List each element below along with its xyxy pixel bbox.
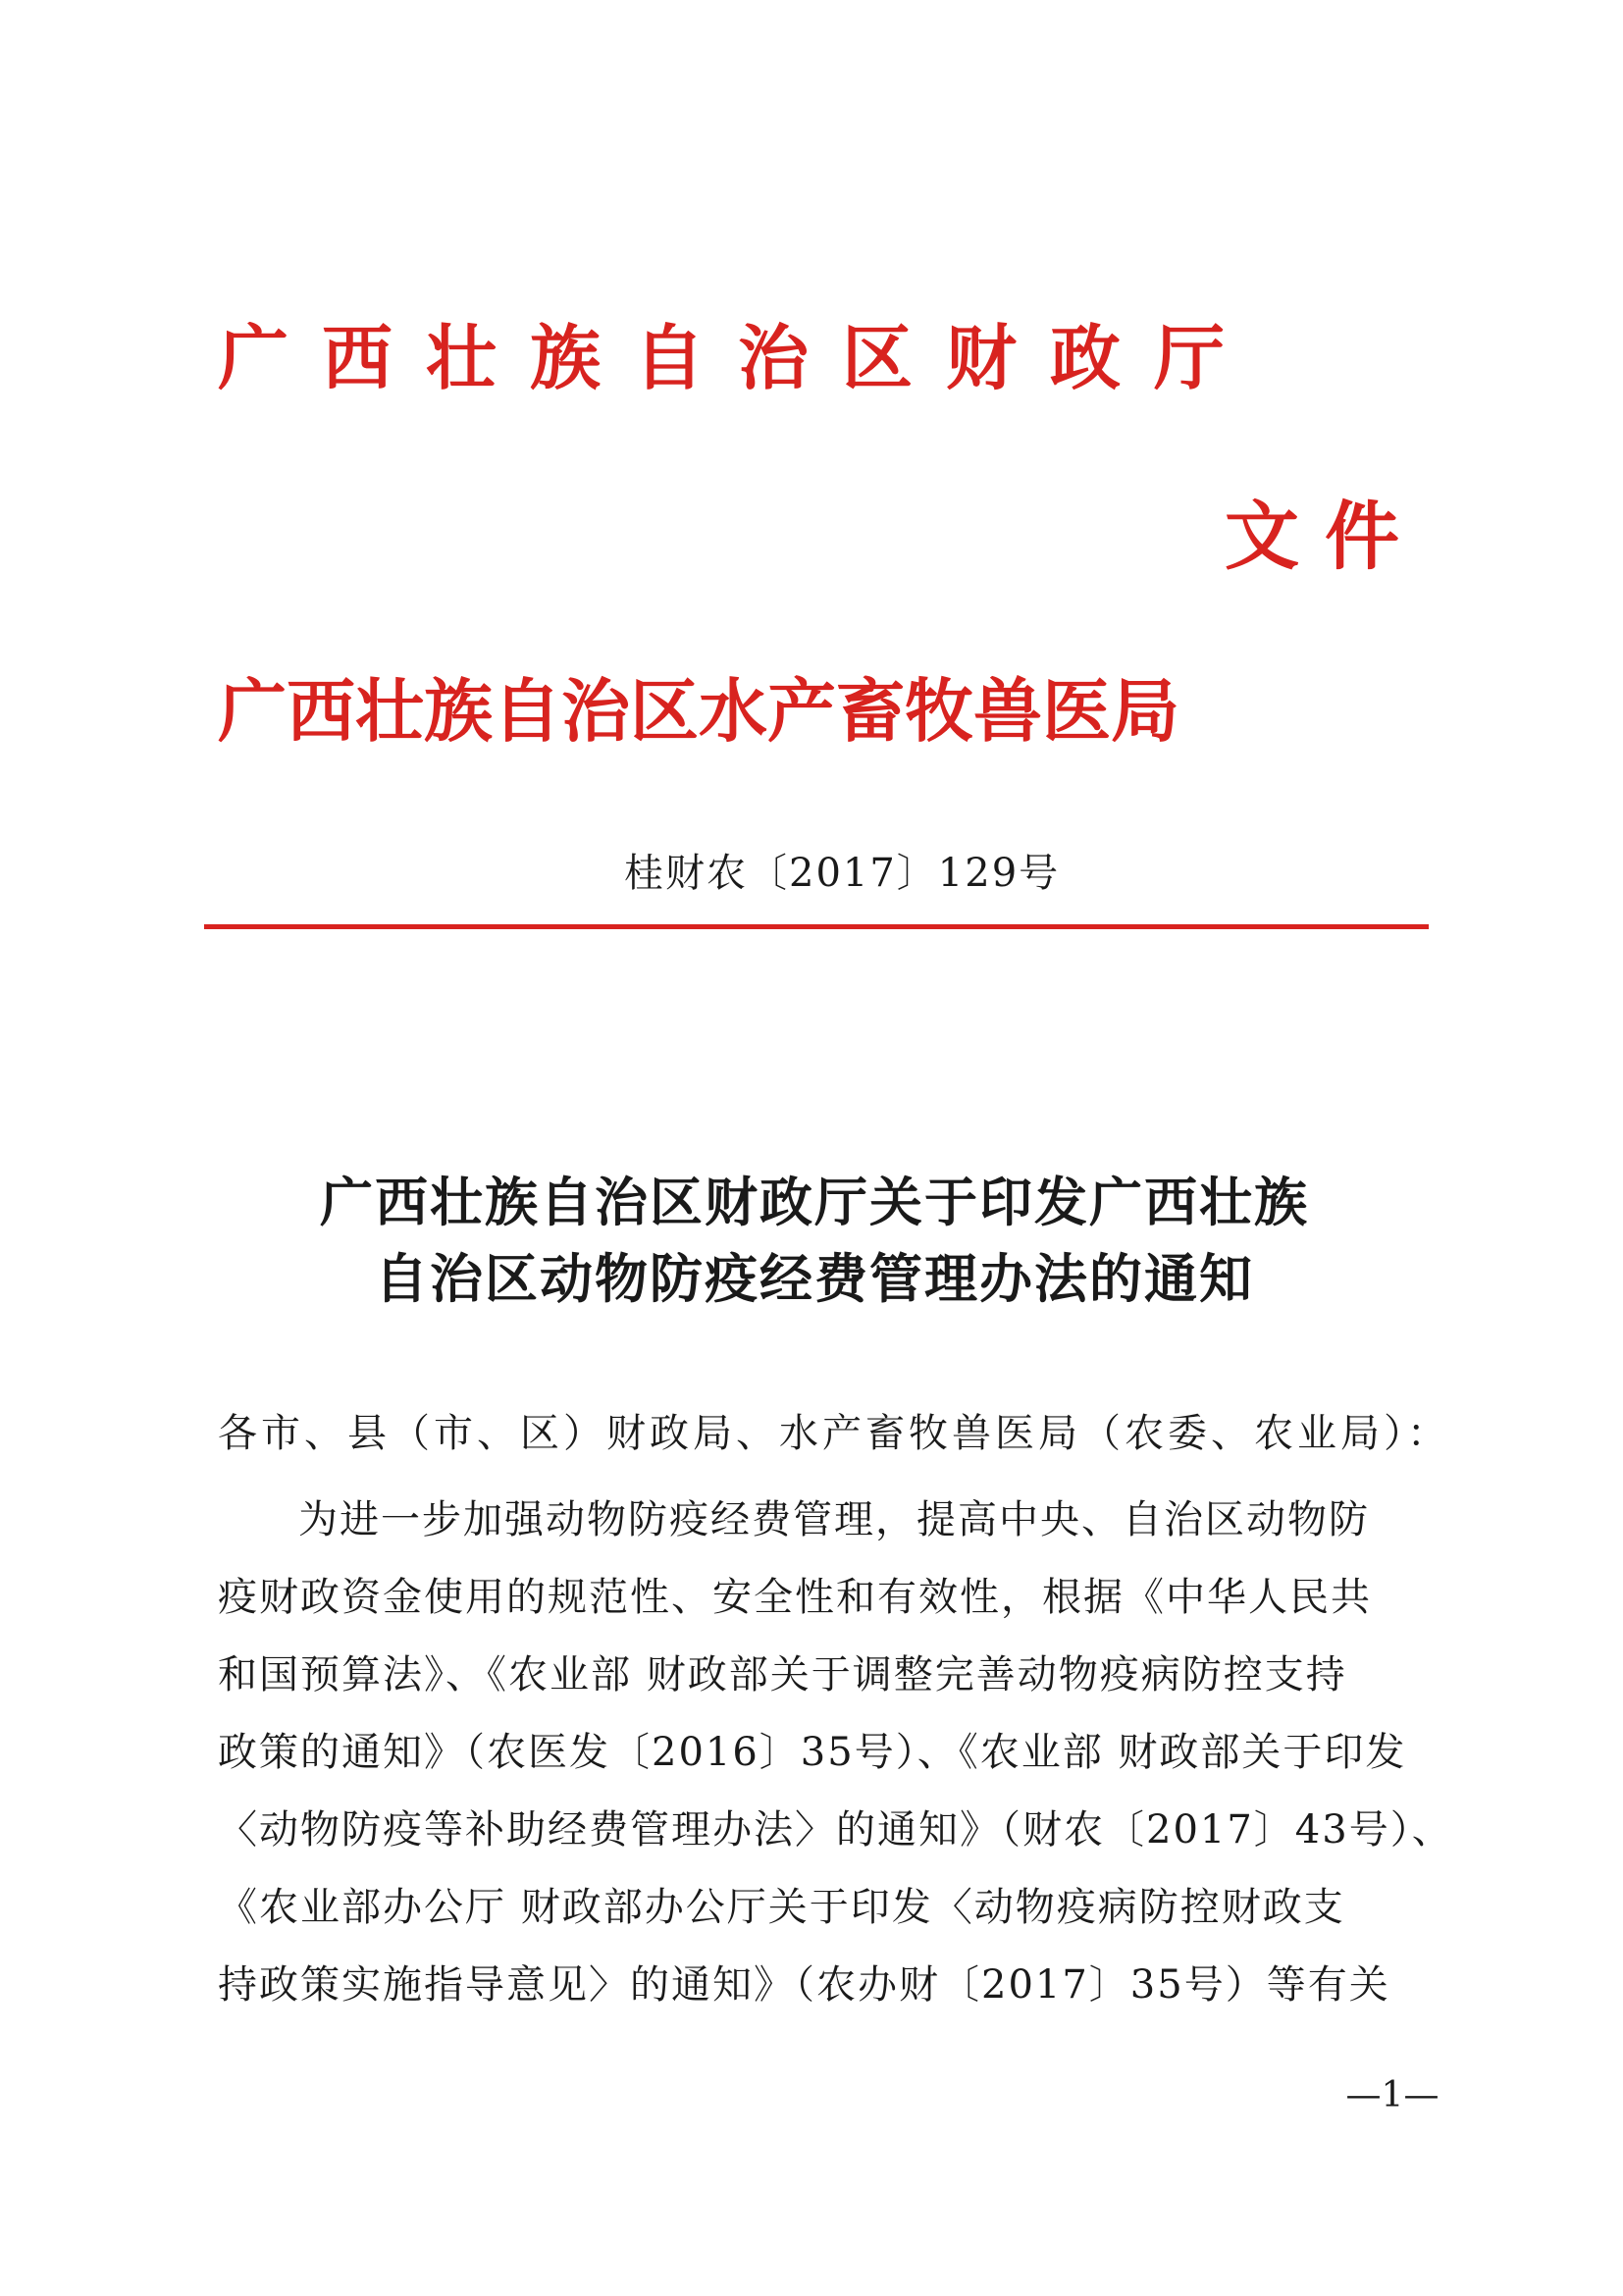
page-number: —1— (1345, 2075, 1440, 2115)
body-paragraph (218, 1482, 1453, 2024)
issuer-finance-department: 广西壮族自治区财政厅 (218, 316, 1259, 399)
title-line-2: 自治区动物防疫经费管理办法的通知 (375, 1247, 1254, 1310)
document-number: 桂财农〔2017〕129号 (624, 851, 1061, 896)
title-line-1: 广西壮族自治区财政厅关于印发广西壮族 (320, 1171, 1309, 1233)
body-line-4: 政策的通知》（农医发〔2016〕35号）、《农业部 财政部关于印发 (218, 1730, 1407, 1775)
red-divider-line (204, 924, 1429, 929)
body-line-7: 持政策实施指导意见〉的通知》（农办财〔2017〕35号）等有关 (218, 1962, 1390, 2008)
body-line-6: 《农业部办公厅 财政部办公厅关于印发〈动物疫病防控财政支 (218, 1885, 1345, 1930)
body-line-2: 疫财政资金使用的规范性、安全性和有效性，根据《中华人民共 (218, 1575, 1372, 1620)
body-line-3: 和国预算法》、《农业部 财政部关于调整完善动物疫病防控支持 (218, 1652, 1347, 1697)
body-line-1: 为进一步加强动物防疫经费管理，提高中央、自治区动物防 (298, 1497, 1370, 1542)
document-title (196, 1164, 1433, 1317)
salutation: 各市、县（市、区）财政局、水产畜牧兽医局（农委、农业局）： (218, 1411, 1450, 1456)
issuer-document-label: 文件 (1225, 493, 1425, 580)
body-line-5: 〈动物防疫等补助经费管理办法〉的通知》（财农〔2017〕43号）、 (218, 1807, 1453, 1852)
issuer-fisheries-bureau: 广西壮族自治区水产畜牧兽医局 (218, 670, 1179, 752)
